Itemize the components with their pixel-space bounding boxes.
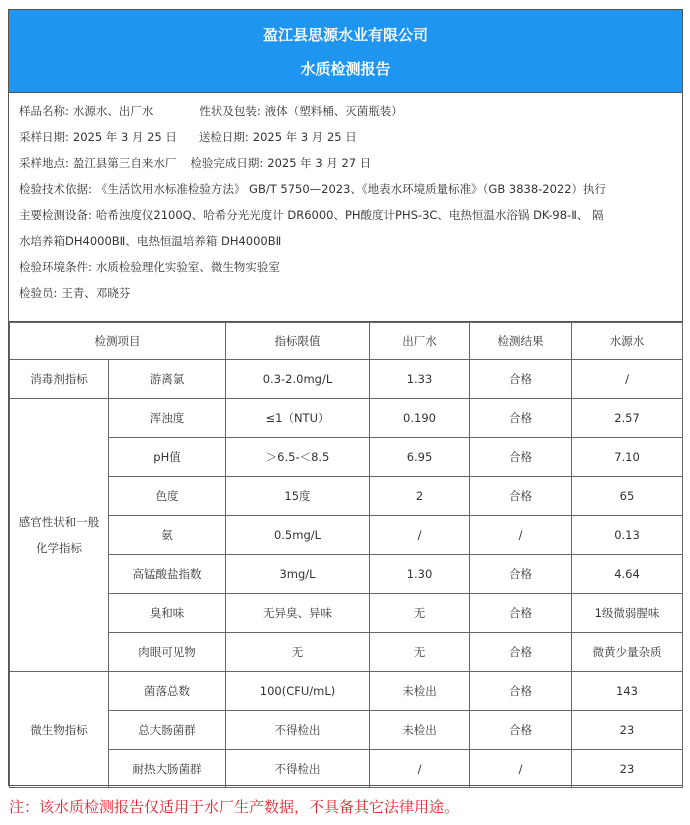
cell-factory: 无 — [370, 594, 470, 633]
cell-limit: 无异臭、异味 — [226, 594, 370, 633]
cell-limit: 15度 — [226, 477, 370, 516]
header-source: 水源水 — [572, 323, 683, 360]
cell-item: 总大肠菌群 — [109, 711, 226, 750]
cell-result: 合格 — [470, 633, 572, 672]
table-row — [10, 477, 683, 516]
sampling-site-label: 采样地点: — [19, 156, 69, 170]
cell-factory: / — [370, 750, 470, 788]
results-table — [9, 322, 683, 788]
cell-result: 合格 — [470, 477, 572, 516]
header-factory: 出厂水 — [370, 323, 470, 360]
cell-factory: 6.95 — [370, 438, 470, 477]
report-title: 水质检测报告 — [300, 60, 391, 78]
cell-limit: ≤1（NTU） — [226, 399, 370, 438]
sampling-date-value: 2025 年 3 月 25 日 — [72, 130, 177, 144]
cell-source: 2.57 — [572, 399, 683, 438]
table-row — [10, 594, 683, 633]
cell-item: 氨 — [109, 516, 226, 555]
equipment-label: 主要检测设备: — [19, 208, 92, 222]
report-header — [9, 10, 682, 92]
sampling-date-label: 采样日期: — [19, 130, 69, 144]
cell-source: 0.13 — [572, 516, 683, 555]
cell-factory: 无 — [370, 633, 470, 672]
table-row — [10, 516, 683, 555]
table-header-row — [10, 323, 683, 360]
cell-limit: 不得检出 — [226, 750, 370, 788]
legal-note: 注：该水质检测报告仅适用于水厂生产数据，不具备其它法律用途。 — [9, 798, 460, 816]
cell-item: pH值 — [109, 438, 226, 477]
cell-item: 臭和味 — [109, 594, 226, 633]
cell-item: 肉眼可见物 — [109, 633, 226, 672]
header-limit: 指标限值 — [226, 323, 370, 360]
category-sensory: 感官性状和一般化学指标 — [10, 399, 109, 672]
cell-source: 微黄少量杂质 — [572, 633, 683, 672]
cell-limit: 0.3-2.0mg/L — [226, 360, 370, 399]
category-disinfectant: 消毒剂指标 — [10, 360, 109, 399]
cell-limit: ＞6.5-＜8.5 — [226, 438, 370, 477]
cell-factory: 未检出 — [370, 711, 470, 750]
cell-result: 合格 — [470, 360, 572, 399]
cell-factory: 1.33 — [370, 360, 470, 399]
complete-date-value: 2025 年 3 月 27 日 — [267, 156, 372, 170]
cell-result: 合格 — [470, 399, 572, 438]
header-item: 检测项目 — [10, 323, 226, 360]
cell-item: 游离氯 — [109, 360, 226, 399]
cell-source: 65 — [572, 477, 683, 516]
cell-limit: 3mg/L — [226, 555, 370, 594]
cell-limit: 100(CFU/mL) — [226, 672, 370, 711]
complete-date-label: 检验完成日期: — [190, 156, 264, 170]
table-row — [10, 711, 683, 750]
info-line-sample — [19, 103, 403, 119]
cell-factory: 2 — [370, 477, 470, 516]
cell-factory: 1.30 — [370, 555, 470, 594]
table-row — [10, 399, 683, 438]
cell-source: 7.10 — [572, 438, 683, 477]
table-row — [10, 672, 683, 711]
table-row — [10, 633, 683, 672]
info-line-environment — [19, 259, 280, 275]
cell-item: 浑浊度 — [109, 399, 226, 438]
info-line-inspector — [19, 285, 130, 301]
cell-result: / — [470, 750, 572, 788]
environment-label: 检验环境条件: — [19, 260, 92, 274]
sample-info — [9, 92, 682, 322]
info-line-equipment-cont — [19, 233, 281, 249]
equipment-value-line1: 哈希浊度仪2100Q、哈希分光光度计 DR6000、PH酸度计PHS-3C、电热恒温水浴锅 DK-98-Ⅱ、 隔 — [95, 208, 604, 222]
cell-factory: / — [370, 516, 470, 555]
category-micro: 微生物指标 — [10, 672, 109, 788]
info-line-equipment — [19, 207, 604, 223]
submit-date-label: 送检日期: — [198, 130, 249, 144]
info-line-site — [19, 155, 371, 171]
cell-limit: 无 — [226, 633, 370, 672]
cell-source: 23 — [572, 750, 683, 788]
cell-result: 合格 — [470, 672, 572, 711]
cell-result: 合格 — [470, 711, 572, 750]
packaging-value: 液体（塑料桶、灭菌瓶装） — [264, 104, 403, 118]
cell-item: 耐热大肠菌群 — [109, 750, 226, 788]
info-line-dates — [19, 129, 357, 145]
cell-limit: 0.5mg/L — [226, 516, 370, 555]
basis-value: 《生活饮用水标准检验方法》 GB/T 5750—2023、《地表水环境质量标准》（GB 3838-2022）执行 — [95, 182, 607, 196]
packaging-label: 性状及包装: — [199, 104, 261, 118]
cell-factory: 0.190 — [370, 399, 470, 438]
equipment-value-line2: 水培养箱DH4000BⅡ、电热恒温培养箱 DH4000BⅡ — [19, 234, 282, 248]
cell-source: 4.64 — [572, 555, 683, 594]
submit-date-value: 2025 年 3 月 25 日 — [252, 130, 357, 144]
cell-result: 合格 — [470, 555, 572, 594]
basis-label: 检验技术依据: — [19, 182, 92, 196]
cell-result: 合格 — [470, 594, 572, 633]
sampling-site-value: 盈江县第三自来水厂 — [72, 156, 177, 170]
cell-source: 23 — [572, 711, 683, 750]
header-result: 检测结果 — [470, 323, 572, 360]
table-row — [10, 438, 683, 477]
cell-source: 1级微弱腥味 — [572, 594, 683, 633]
table-row — [10, 360, 683, 399]
cell-factory: 未检出 — [370, 672, 470, 711]
cell-source: / — [572, 360, 683, 399]
cell-item: 色度 — [109, 477, 226, 516]
sample-name-label: 样品名称: — [19, 104, 69, 118]
company-name: 盈江县思源水业有限公司 — [262, 26, 428, 44]
cell-result: 合格 — [470, 438, 572, 477]
info-line-basis — [19, 181, 606, 197]
cell-item: 菌落总数 — [109, 672, 226, 711]
cell-result: / — [470, 516, 572, 555]
cell-item: 高锰酸盐指数 — [109, 555, 226, 594]
inspector-value: 王青、邓晓芬 — [61, 286, 131, 300]
report-frame — [8, 9, 683, 786]
inspector-label: 检验员: — [19, 286, 58, 300]
environment-value: 水质检验理化实验室、微生物实验室 — [95, 260, 280, 274]
table-row — [10, 555, 683, 594]
cell-source: 143 — [572, 672, 683, 711]
sample-name-value: 水源水、出厂水 — [72, 104, 154, 118]
cell-limit: 不得检出 — [226, 711, 370, 750]
table-row — [10, 750, 683, 788]
